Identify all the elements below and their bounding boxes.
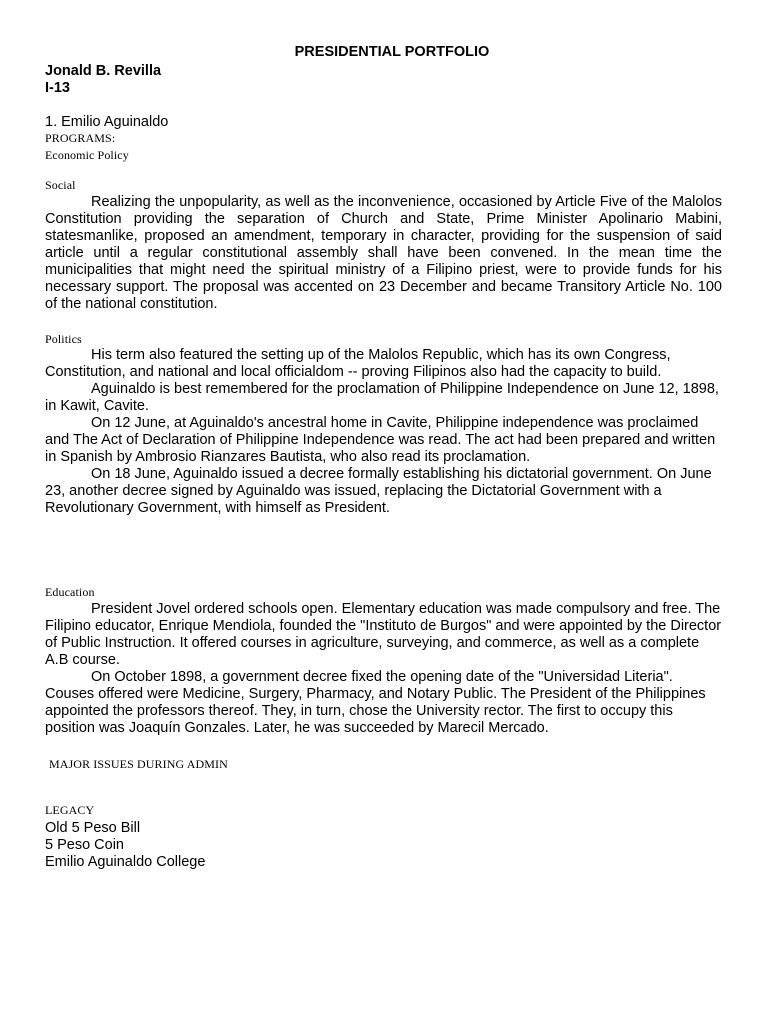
education-heading: Education [45,585,95,599]
legacy-item: Old 5 Peso Bill [45,820,141,836]
president-heading: 1. Emilio Aguinaldo [45,114,169,130]
politics-paragraph: On 18 June, Aguinaldo issued a decree formally establishing his dictatorial government. On June 23, another decree signed by Aguinaldo was issued, replacing the Dictatorial Government with a Revolutionary Government, with himself as President. [45,466,712,516]
legacy-list [45,820,722,871]
politics-heading: Politics [45,332,82,346]
education-paragraph: President Jovel ordered schools open. Elementary education was made compulsory and free. The Filipino educator, Enrique Mendiola, founded the "Instituto de Burgos" and were appointed by the Director of Public Instruction. It offered courses in agriculture, surveying, and commerce, as well as a complete A.B course. [45,601,722,668]
politics-paragraph: His term also featured the setting up of the Malolos Republic, which has its own Congress, Constitution, and national and local officialdom -- proving Filipinos also had the capacity to build. [45,347,671,380]
social-paragraph: Realizing the unpopularity, as well as the inconvenience, occasioned by Article Five of the Malolos Constitution providing the separation of Church and State, Prime Minister Apolinario Mabini, statesmanlike, proposed an amendment, temporary in character, providing for the suspension of said article until a regular constitutional assembly shall have been convened. In the mean time the municipalities that might need the spiritual ministry of a Filipino priest, were to provide funds for his necessary support. The proposal was accented on 23 December and became Transitory Article No. 100 of the national constitution. [45,194,722,312]
legacy-item: Emilio Aguinaldo College [45,854,206,870]
politics-paragraph: On 12 June, at Aguinaldo's ancestral home in Cavite, Philippine independence was proclaimed and The Act of Declaration of Philippine Independence was read. The act had been prepared and written in Spanish by Ambrosio Rianzares Bautista, who also read its proclamation. [45,415,716,465]
politics-paragraph: Aguinaldo is best remembered for the proclamation of Philippine Independence on June 12, 1898, in Kawit, Cavite. [45,381,719,414]
education-section [45,601,722,737]
economic-policy-label: Economic Policy [45,148,129,162]
education-paragraph: On October 1898, a government decree fixed the opening date of the "Universidad Literia". Couses offered were Medicine, Surgery, Pharmacy, and Notary Public. The President of the Philippines appointed the professors thereof. They, in turn, chose the University rector. The first to occupy this position was Joaquín Gonzales. Later, he was succeeded by Marecil Mercado. [45,669,706,736]
social-heading: Social [45,178,76,192]
section-label: I-13 [45,80,70,96]
programs-label: PROGRAMS: [45,131,116,145]
politics-section [45,347,722,517]
document-title: PRESIDENTIAL PORTFOLIO [294,44,490,60]
author-name: Jonald B. Revilla [45,63,162,79]
social-section [45,194,722,313]
legacy-item: 5 Peso Coin [45,837,124,853]
legacy-heading: LEGACY [45,803,95,817]
major-issues-heading: MAJOR ISSUES DURING ADMIN [49,757,228,771]
